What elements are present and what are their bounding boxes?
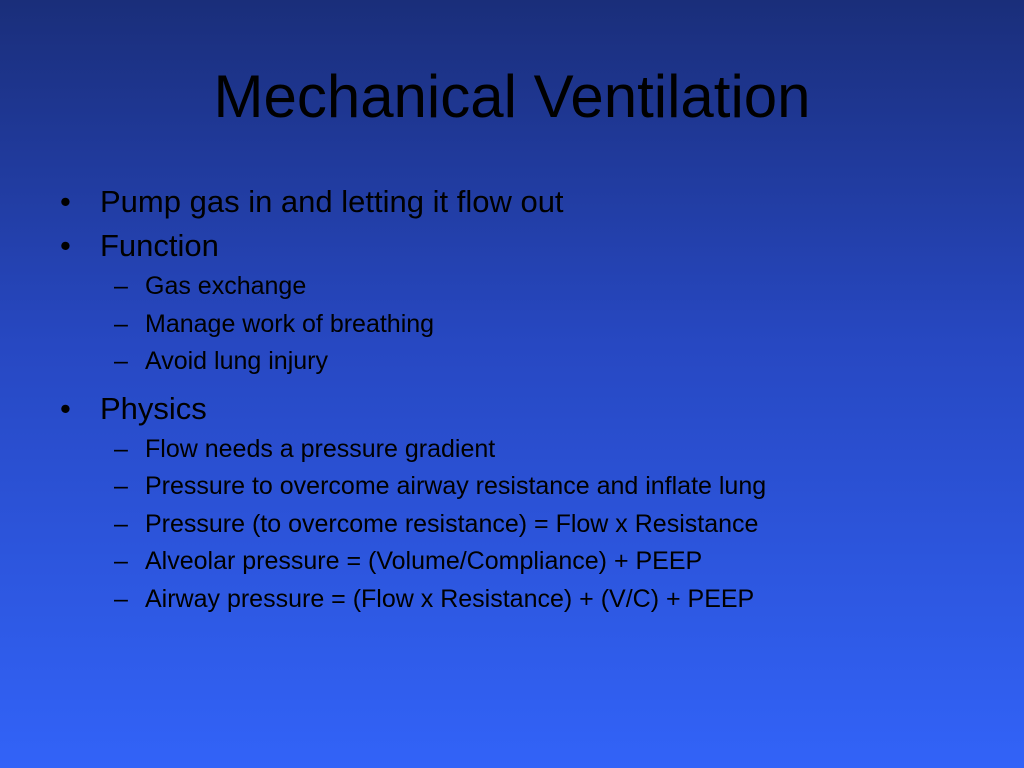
sub-bullet-marker: – [114, 347, 128, 375]
sub-bullet-text: Pressure (to overcome resistance) = Flow x Resistance [145, 509, 759, 538]
bullet-marker: • [60, 390, 71, 426]
bullet-text: Function [100, 228, 219, 263]
sub-bullet-text: Flow needs a pressure gradient [145, 434, 496, 463]
bullet-marker: • [60, 184, 71, 219]
sub-bullet-text: Gas exchange [145, 272, 307, 300]
sub-bullet-marker: – [114, 472, 128, 500]
sub-bullet-item [56, 543, 996, 581]
sub-bullet-marker: – [114, 584, 128, 613]
sub-bullet-item [56, 431, 996, 469]
bullet-item [56, 224, 996, 268]
sub-bullet-list [56, 431, 996, 619]
bullet-text: Physics [100, 390, 207, 426]
sub-bullet-item [56, 581, 996, 619]
sub-bullet-text: Pressure to overcome airway resistance and inflate lung [145, 472, 767, 500]
sub-bullet-marker: – [114, 309, 128, 338]
slide-title: Mechanical Ventilation [213, 63, 811, 130]
slide-content [56, 180, 996, 624]
sub-bullet-item [56, 468, 996, 506]
sub-bullet-marker: – [114, 434, 128, 463]
sub-bullet-marker: – [114, 272, 128, 300]
sub-bullet-text: Airway pressure = (Flow x Resistance) + (V/C) + PEEP [145, 584, 755, 613]
sub-bullet-item [56, 343, 996, 381]
sub-bullet-item [56, 506, 996, 544]
bullet-text: Pump gas in and letting it flow out [100, 184, 564, 219]
sub-bullet-item [56, 268, 996, 306]
sub-bullet-marker: – [114, 509, 128, 538]
sub-bullet-item [56, 306, 996, 344]
bullet-item [56, 387, 996, 431]
sub-bullet-text: Manage work of breathing [145, 309, 435, 338]
bullet-marker: • [60, 228, 71, 263]
sub-bullet-marker: – [114, 547, 128, 575]
sub-bullet-list [56, 268, 996, 381]
sub-bullet-text: Avoid lung injury [145, 347, 328, 375]
bullet-item [56, 180, 996, 224]
sub-bullet-text: Alveolar pressure = (Volume/Compliance) + PEEP [145, 547, 703, 575]
